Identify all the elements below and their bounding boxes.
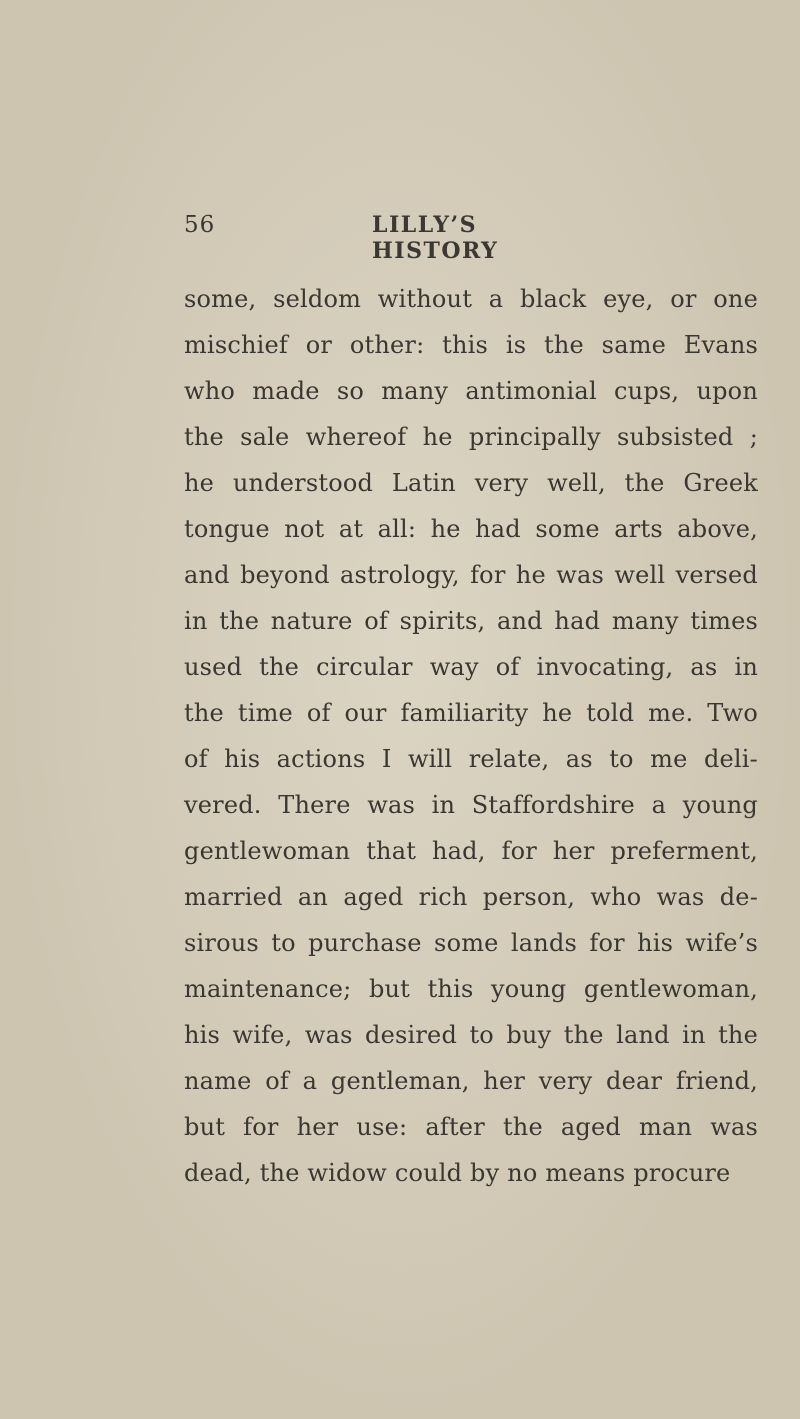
text-line: tongue not at all: he had some arts above, [184,515,758,543]
text-line: used the circular way of invocating, as in [184,653,758,681]
text-line: sirous to purchase some lands for his wife’s [184,929,758,957]
body-text [184,276,758,1196]
text-line: he understood Latin very well, the Greek [184,469,758,497]
text-line: name of a gentleman, her very dear friend, [184,1067,758,1095]
text-line: married an aged rich person, who was de- [184,883,758,911]
text-line: gentlewoman that had, for her preferment, [184,837,758,865]
running-head [184,212,604,264]
text-line: who made so many antimonial cups, upon [184,377,758,405]
text-line: the time of our familiarity he told me. Two [184,699,758,727]
text-line: the sale whereof he principally subsisted ; [184,423,758,451]
text-line: dead, the widow could by no means procure [184,1159,731,1187]
text-line: but for her use: after the aged man was [184,1113,758,1141]
page-number: 56 [184,212,216,238]
running-title: LILLY’S HISTORY [372,212,499,264]
text-line: his wife, was desired to buy the land in the [184,1021,758,1049]
text-line: in the nature of spirits, and had many times [184,607,758,635]
text-line: of his actions I will relate, as to me deli- [184,745,758,773]
text-line: mischief or other: this is the same Evans [184,331,758,359]
text-line: some, seldom without a black eye, or one [184,285,758,313]
text-line: maintenance; but this young gentlewoman, [184,975,758,1003]
text-line: and beyond astrology, for he was well versed [184,561,758,589]
text-line: vered. There was in Staffordshire a young [184,791,758,819]
